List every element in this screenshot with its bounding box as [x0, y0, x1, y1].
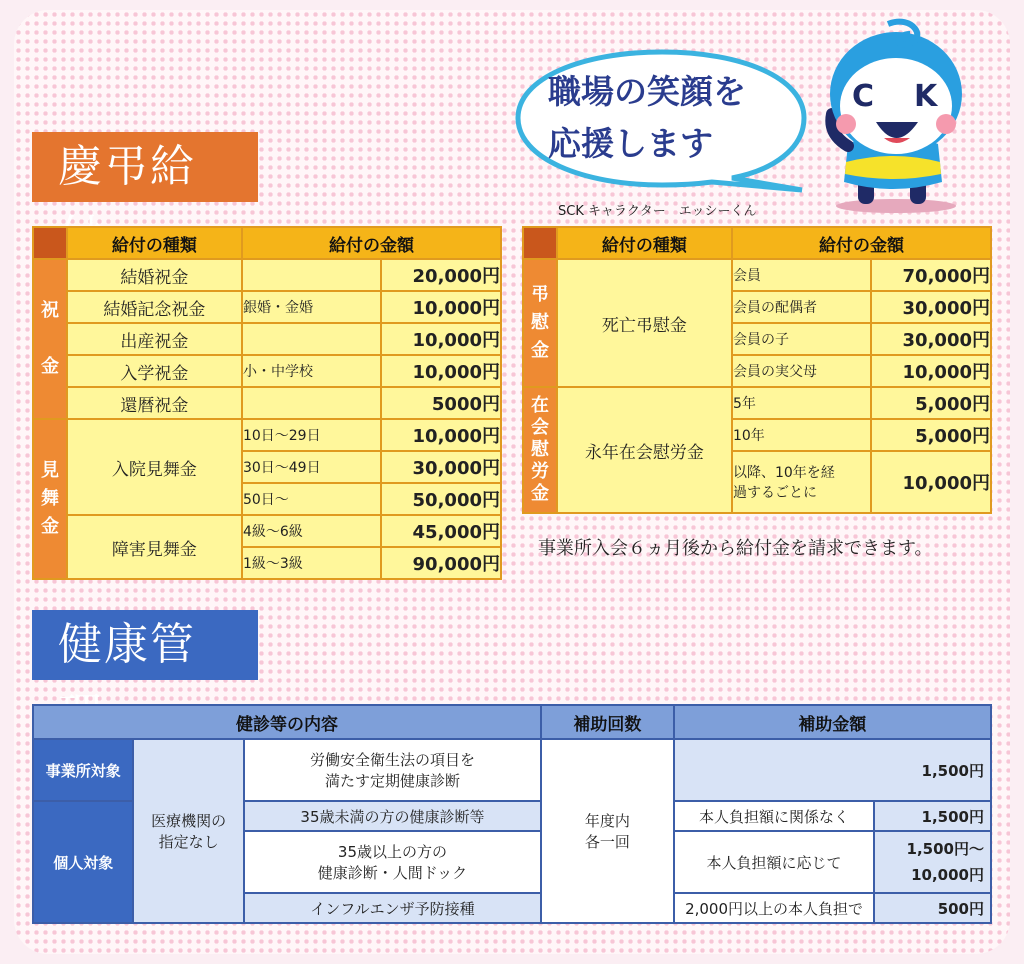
header-amount: 補助金額 [674, 705, 991, 739]
header-amount: 給付の金額 [242, 227, 501, 259]
section-heading-kenko: 健康管 [32, 610, 258, 680]
benefit-amount: 30,000円 [381, 451, 501, 483]
benefit-note: 30日〜49日 [242, 451, 381, 483]
benefit-type: 還暦祝金 [67, 387, 242, 419]
subsidy-amount: 1,500円 [674, 739, 991, 801]
speech-bubble [512, 48, 812, 194]
section-heading-keicho: 慶弔給 [32, 132, 258, 202]
checkup-content: 労働安全衛生法の項目を 満たす定期健康診断 [244, 739, 541, 801]
benefit-amount: 5000円 [381, 387, 501, 419]
benefit-note [242, 259, 381, 291]
subsidy-condition: 本人負担額に関係なく [674, 801, 875, 831]
benefit-amount: 5,000円 [871, 419, 991, 451]
benefit-amount: 45,000円 [381, 515, 501, 547]
benefit-note: 4級〜6級 [242, 515, 381, 547]
benefit-type: 出産祝金 [67, 323, 242, 355]
subsidy-amount: 1,500円〜 10,000円 [874, 831, 991, 893]
benefit-amount: 10,000円 [381, 323, 501, 355]
benefit-note: 10日〜29日 [242, 419, 381, 451]
benefit-note [242, 323, 381, 355]
side-label-kojin: 個人対象 [33, 801, 133, 923]
mascot-caption: SCK キャラクター エッシーくん [558, 204, 757, 219]
benefit-type: 死亡弔慰金 [557, 259, 732, 387]
benefit-amount: 20,000円 [381, 259, 501, 291]
benefit-note: 銀婚・金婚 [242, 291, 381, 323]
benefit-amount: 30,000円 [871, 323, 991, 355]
benefit-type: 入院見舞金 [67, 419, 242, 515]
benefit-amount: 30,000円 [871, 291, 991, 323]
table-row [33, 259, 501, 291]
footnote: 事業所入会６ヵ月後から給付金を請求できます。 [538, 538, 933, 559]
table-row [33, 323, 501, 355]
header-corner [523, 227, 557, 259]
table-row [33, 419, 501, 451]
benefit-amount: 10,000円 [381, 291, 501, 323]
table-header-row [523, 227, 991, 259]
benefit-note [242, 387, 381, 419]
table-row [33, 355, 501, 387]
celebration-benefits-table [32, 226, 502, 580]
table-row [33, 291, 501, 323]
benefit-note: 会員 [732, 259, 871, 291]
side-label-choui: 弔 慰 金 [523, 259, 557, 387]
benefit-note: 10年 [732, 419, 871, 451]
benefit-type: 結婚祝金 [67, 259, 242, 291]
header-count: 補助回数 [541, 705, 674, 739]
benefit-note: 以降、10年を経 過するごとに [732, 451, 871, 513]
checkup-content: インフルエンザ予防接種 [244, 893, 541, 923]
subsidy-amount: 1,500円 [874, 801, 991, 831]
benefit-amount: 90,000円 [381, 547, 501, 579]
side-label-zaikai: 在 会 慰 労 金 [523, 387, 557, 513]
benefit-type: 永年在会慰労金 [557, 387, 732, 513]
side-label-mimai: 見 舞 金 [33, 419, 67, 579]
table-row [33, 387, 501, 419]
condolence-benefits-table [522, 226, 992, 514]
mascot-character-icon [818, 14, 968, 214]
benefit-amount: 50,000円 [381, 483, 501, 515]
header-content: 健診等の内容 [33, 705, 541, 739]
benefit-type: 結婚記念祝金 [67, 291, 242, 323]
checkup-content: 35歳未満の方の健康診断等 [244, 801, 541, 831]
benefit-note: 1級〜3級 [242, 547, 381, 579]
facility-cell: 医療機関の 指定なし [133, 739, 243, 923]
benefit-amount: 10,000円 [871, 451, 991, 513]
checkup-content: 35歳以上の方の 健康診断・人間ドック [244, 831, 541, 893]
side-label-iwai: 祝 金 [33, 259, 67, 419]
table-row [33, 515, 501, 547]
benefit-type: 障害見舞金 [67, 515, 242, 579]
benefit-note: 会員の実父母 [732, 355, 871, 387]
subsidy-condition: 本人負担額に応じて [674, 831, 875, 893]
table-header-row [33, 227, 501, 259]
table-row [33, 739, 991, 801]
health-management-table [32, 704, 992, 924]
benefit-amount: 10,000円 [381, 355, 501, 387]
svg-text:K: K [914, 79, 938, 114]
benefit-amount: 10,000円 [871, 355, 991, 387]
benefit-type: 入学祝金 [67, 355, 242, 387]
table-row [523, 259, 991, 291]
table-header-row [33, 705, 991, 739]
benefit-note: 小・中学校 [242, 355, 381, 387]
subsidy-amount: 500円 [874, 893, 991, 923]
benefit-note: 会員の配偶者 [732, 291, 871, 323]
benefit-amount: 10,000円 [381, 419, 501, 451]
table-row [523, 387, 991, 419]
benefit-note: 50日〜 [242, 483, 381, 515]
header-type: 給付の種類 [557, 227, 732, 259]
benefit-amount: 5,000円 [871, 387, 991, 419]
bubble-line-2: 応援します [548, 124, 713, 163]
side-label-jigyosho: 事業所対象 [33, 739, 133, 801]
header-type: 給付の種類 [67, 227, 242, 259]
benefit-note: 会員の子 [732, 323, 871, 355]
svg-text:C: C [852, 79, 875, 114]
bubble-line-1: 職場の笑顔を [548, 72, 746, 111]
benefit-amount: 70,000円 [871, 259, 991, 291]
header-corner [33, 227, 67, 259]
header-amount: 給付の金額 [732, 227, 991, 259]
count-cell: 年度内 各一回 [541, 739, 674, 923]
subsidy-condition: 2,000円以上の本人負担で [674, 893, 875, 923]
benefit-note: 5年 [732, 387, 871, 419]
